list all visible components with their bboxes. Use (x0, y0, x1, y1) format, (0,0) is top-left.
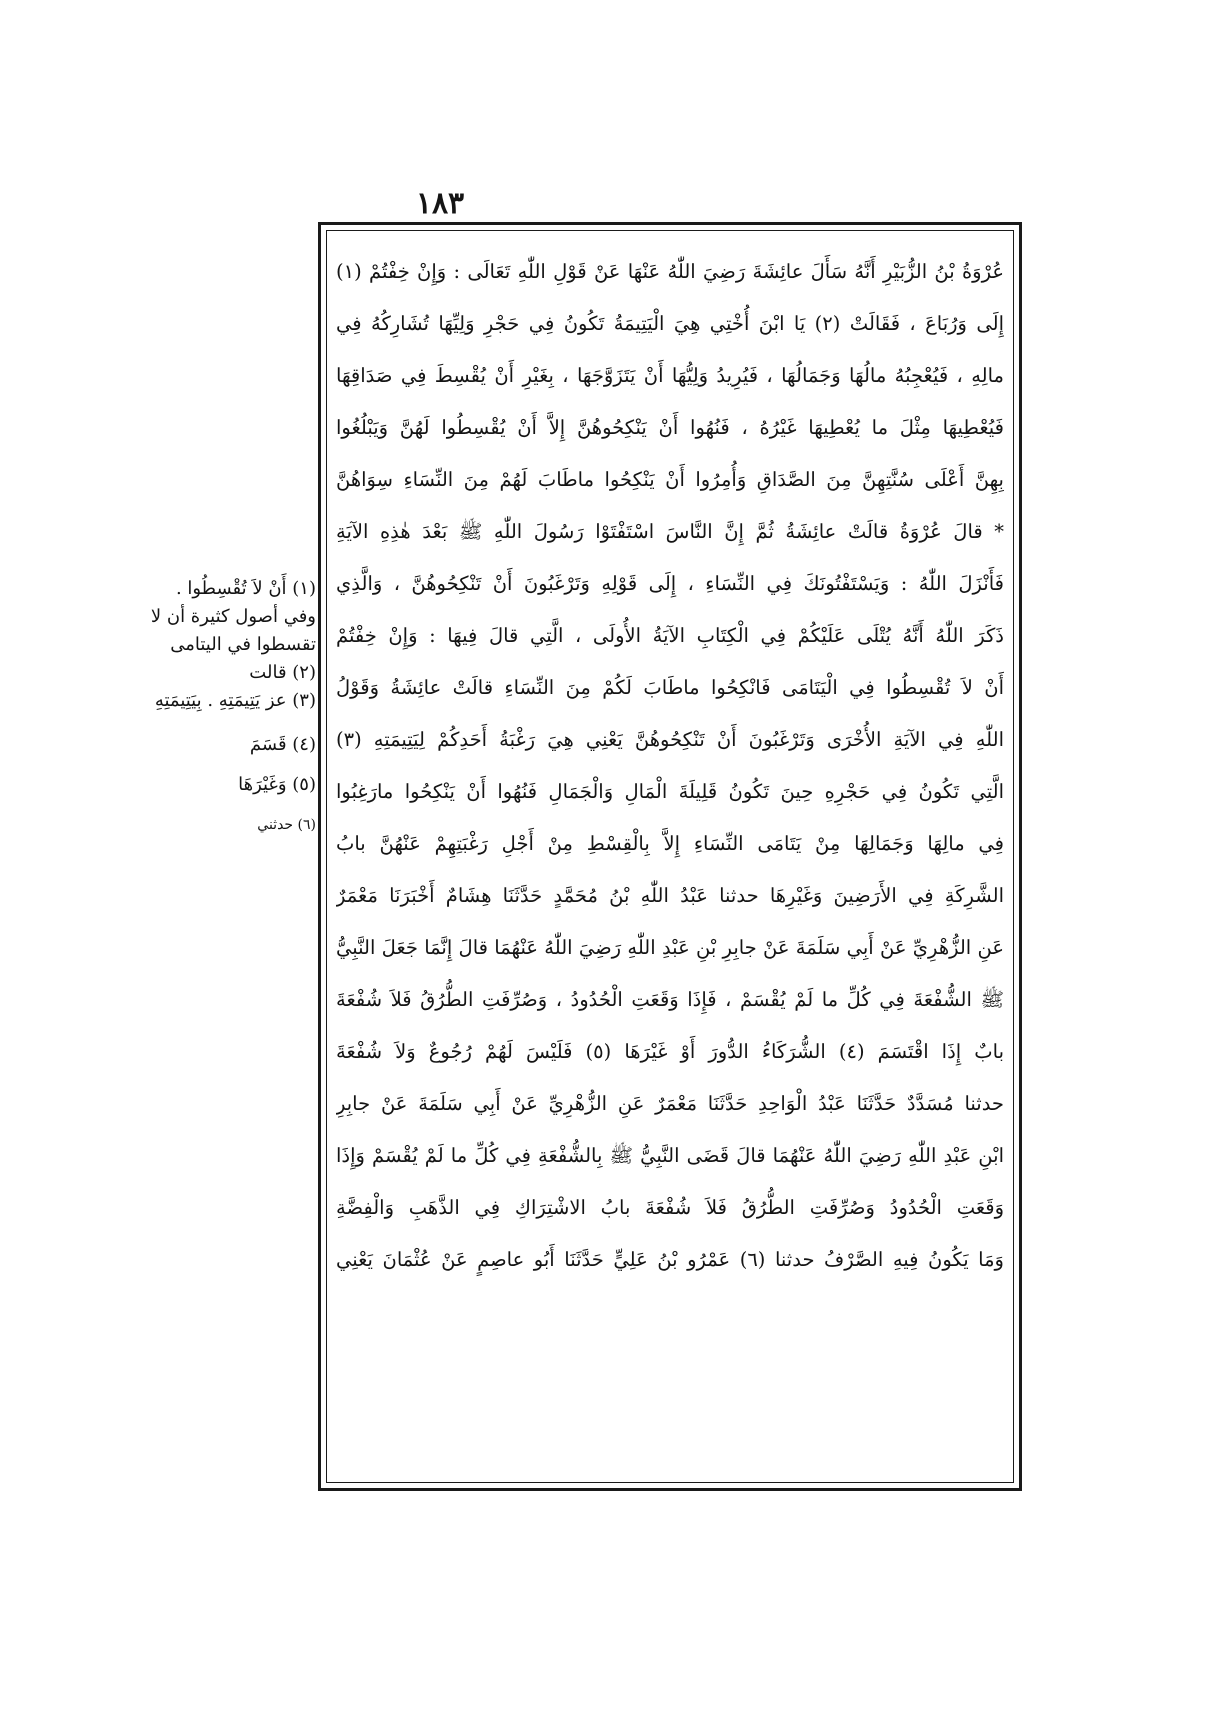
text-line-7: فَأَنْزَلَ اللّٰهُ : وَيَسْتَفْتُونَكَ فِي النِّسَاءِ ، إِلَى قَوْلِهِ وَتَرْغَبُونَ أَنْ تَنْكِحُوهُنَّ ، وَالَّذِي (336, 572, 1004, 595)
page-number: ١٨٣ (415, 186, 465, 221)
text-line-10: اللّٰهِ فِي الآيَةِ الأُخْرَى وَتَرْغَبُونَ أَنْ تَنْكِحُوهُنَّ يَعْنِي هِيَ رَغْبَةُ أَحَدِكُمْ لِيَتِيمَتِهِ (٣) (336, 728, 1004, 751)
text-line-13: الشَّرِكَةِ فِي الأَرَضِينَ وَغَيْرِهَا حدثنا عَبْدُ اللّٰهِ بْنُ مُحَمَّدٍ حَدَّثَنَا هِشَامٌ أَخْبَرَنَا مَعْمَرٌ (336, 884, 1004, 907)
text-line-6: * قالَ عُرْوَةُ قالَتْ عائِشَةُ ثُمَّ إِنَّ النَّاسَ اسْتَفْتَوْا رَسُولَ اللّٰهِ ﷺ بَعْدَ هٰذِهِ الآيَةِ (336, 520, 1004, 543)
footnote-3: (٣) عز يَتِيمَتِهِ . بِيَتِيمَتِهِ (154, 690, 316, 711)
footnote-1: (١) أَنْ لاَ تُقْسِطُوا . (175, 578, 316, 599)
footnote-4: (٤) قَسَمَ (249, 734, 316, 755)
text-line-19: وَقَعَتِ الْحُدُودُ وَصُرِّفَتِ الطُّرُقُ فَلاَ شُفْعَةَ بابُ الاشْتِرَاكِ فِي الذَّهَبِ وَالْفِضَّةِ (336, 1196, 1004, 1219)
text-line-1: عُرْوَةُ بْنُ الزُّبَيْرِ أَنَّهُ سَأَلَ عائِشَةَ رَضِيَ اللّٰهُ عَنْهَا عَنْ قَوْلِ اللّٰهِ تَعَالَى : وَإِنْ خِفْتُمْ (١) (336, 260, 1004, 283)
text-line-4: فَيُعْطِيهَا مِثْلَ ما يُعْطِيهَا غَيْرُهُ ، فَنُهُوا أَنْ يَنْكِحُوهُنَّ إِلاَّ أَنْ يُقْسِطُوا لَهُنَّ وَيَبْلُغُوا (336, 416, 1004, 439)
footnote-5: (٥) وَغَيْرَهَا (238, 774, 316, 795)
text-line-9: أَنْ لاَ تُقْسِطُوا فِي الْيَتَامَى فَانْكِحُوا ماطَابَ لَكُمْ مِنَ النِّسَاءِ قالَتْ عائِشَةُ وَقَوْلُ (336, 676, 1004, 699)
text-line-17: حدثنا مُسَدَّدٌ حَدَّثَنَا عَبْدُ الْوَاحِدِ حَدَّثَنَا مَعْمَرٌ عَنِ الزُّهْرِيِّ عَنْ أَبِي سَلَمَةَ عَنْ جابِرِ (336, 1092, 1004, 1115)
text-line-16: بابٌ إِذَا اقْتَسَمَ (٤) الشُّرَكَاءُ الدُّورَ أَوْ غَيْرَهَا (٥) فَلَيْسَ لَهُمْ رُجُوعٌ وَلاَ شُفْعَةَ (336, 1040, 1004, 1063)
text-line-3: مالِهِ ، فَيُعْجِبُهُ مالُهَا وَجَمَالُهَا ، فَيُرِيدُ وَلِيُّهَا أَنْ يَتَزَوَّجَهَا ، بِغَيْرِ أَنْ يُقْسِطَ فِي صَدَاقِهَا (336, 364, 1004, 387)
text-line-18: ابْنِ عَبْدِ اللّٰهِ رَضِيَ اللّٰهُ عَنْهُمَا قالَ قَضَى النَّبِيُّ ﷺ بِالشُّفْعَةِ فِي كُلِّ ما لَمْ يُقْسَمْ وَإِذَا (336, 1144, 1004, 1167)
margin-footnotes (136, 575, 316, 839)
text-line-2: إِلَى وَرُبَاعَ ، فَقَالَتْ (٢) يَا ابْنَ أُخْتِي هِيَ الْيَتِيمَةُ تَكُونُ فِي حَجْرِ وَلِيِّهَا تُشَارِكُهُ فِي (336, 312, 1004, 335)
text-line-5: بِهِنَّ أَعْلَى سُنَّتِهِنَّ مِنَ الصَّدَاقِ وَأُمِرُوا أَنْ يَنْكِحُوا ماطَابَ لَهُمْ مِنَ النِّسَاءِ سِوَاهُنَّ (336, 468, 1004, 491)
text-line-15: ﷺ الشُّفْعَةَ فِي كُلِّ ما لَمْ يُقْسَمْ ، فَإِذَا وَقَعَتِ الْحُدُودُ ، وَصُرِّفَتِ الطُّرُقُ فَلاَ شُفْعَةَ (336, 988, 1004, 1011)
text-line-12: فِي مالِهَا وَجَمَالِهَا مِنْ يَتَامَى النِّسَاءِ إِلاَّ بِالْقِسْطِ مِنْ أَجْلِ رَغْبَتِهِمْ عَنْهُنَّ بابُ (336, 832, 1004, 855)
hadith-text (336, 246, 1004, 1474)
text-line-11: الَّتِي تَكُونُ فِي حَجْرِهِ حِينَ تَكُونُ قَلِيلَةَ الْمَالِ وَالْجَمَالِ فَنُهُوا أَنْ يَنْكِحُوا مارَغِبُوا (336, 780, 1004, 803)
text-line-14: عَنِ الزُّهْرِيِّ عَنْ أَبِي سَلَمَةَ عَنْ جابِرِ بْنِ عَبْدِ اللّٰهِ رَضِيَ اللّٰهُ عَنْهُمَا قالَ إِنَّمَا جَعَلَ النَّبِيُّ (336, 936, 1004, 959)
footnote-1-cont-a: وفي أصول كثيرة أن لا (150, 606, 316, 627)
text-line-8: ذَكَرَ اللّٰهُ أَنَّهُ يُتْلَى عَلَيْكُمْ فِي الْكِتَابِ الآيَةُ الأُولَى ، الَّتِي قالَ فِيهَا : وَإِنْ خِفْتُمْ (336, 624, 1004, 647)
footnote-6: (٦) حدثني (257, 817, 316, 833)
footnote-1-cont-b: تقسطوا في اليتامى (170, 634, 316, 655)
footnote-2: (٢) قالت (249, 662, 316, 683)
text-line-20: وَمَا يَكُونُ فِيهِ الصَّرْفُ حدثنا (٦) عَمْرُو بْنُ عَلِيٍّ حَدَّثَنَا أَبُو عاصِمٍ عَنْ عُثْمَانَ يَعْنِي (336, 1248, 1004, 1271)
